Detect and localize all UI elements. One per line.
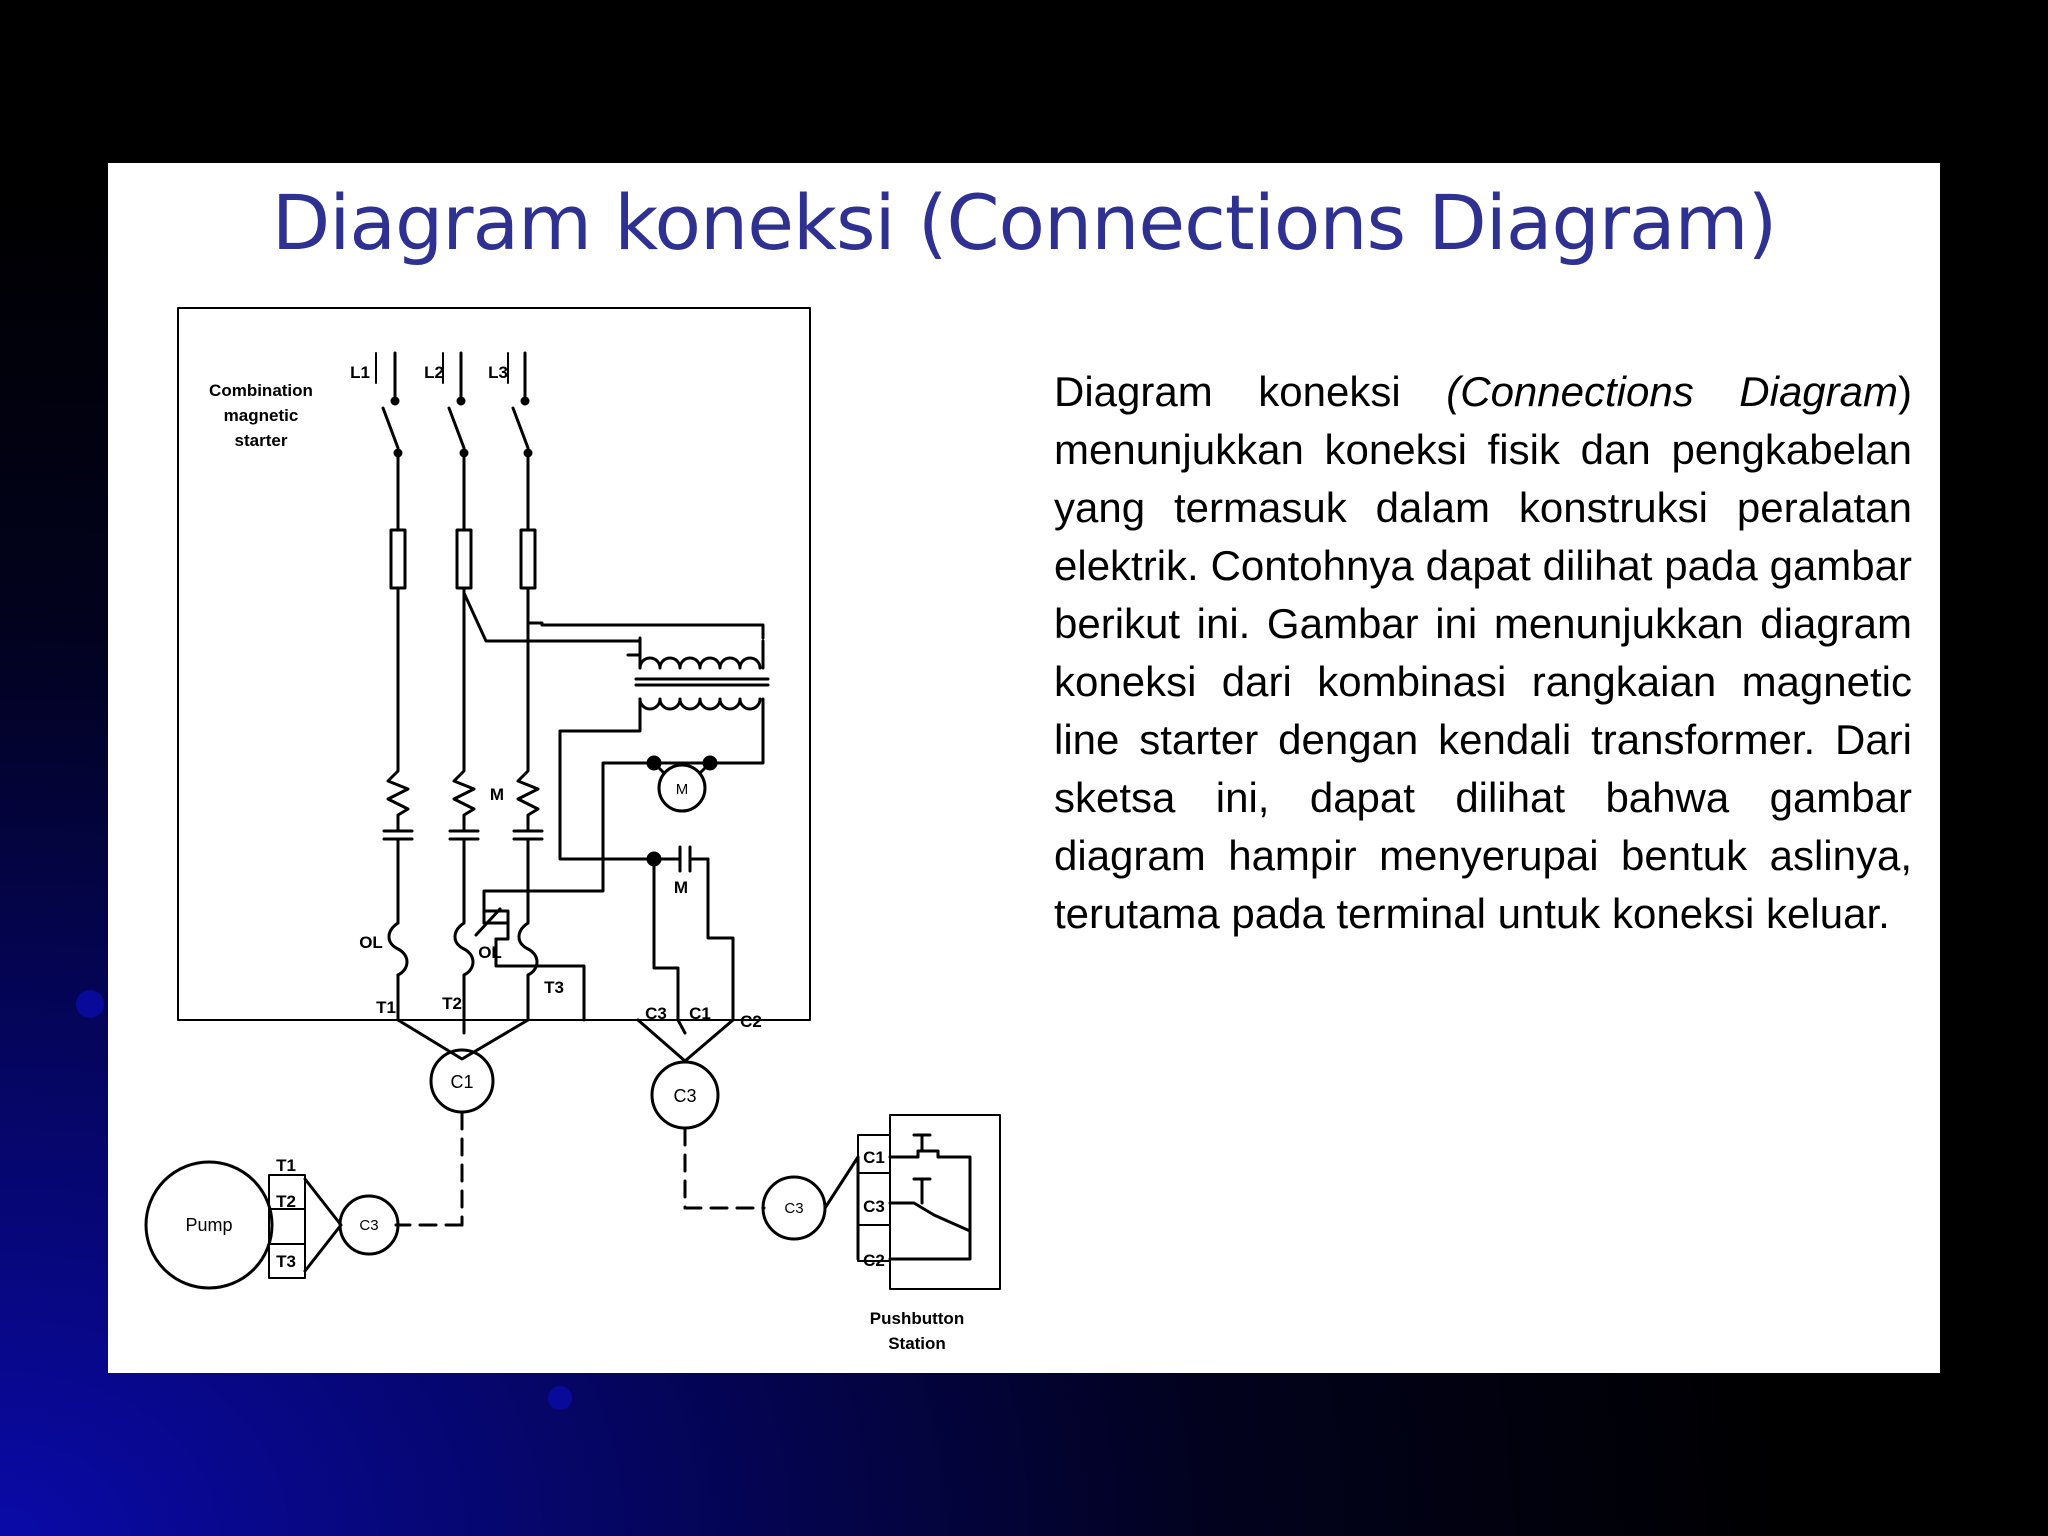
motor-coil-label: M (675, 781, 689, 798)
starter-label-line2: magnetic (223, 406, 299, 425)
description-paragraph (1054, 363, 1912, 943)
overload-elements (389, 909, 584, 1020)
slide-title: Diagram koneksi (Connections Diagram) (271, 178, 1777, 267)
terminal-label-t3: T3 (544, 978, 564, 997)
terminal-label-c2: C2 (740, 1012, 762, 1031)
paragraph-italic: (Connections Diagram (1446, 368, 1898, 415)
paragraph-part2: ) menunjukkan koneksi fisik dan pengkabelan yang termasuk dalam konstruksi peralatan elektrik. Contohnya dapat dilihat pada gambar berikut ini. Gambar ini menunjukkan diagram koneksi dari kombinasi rangkaian magnetic line starter dengan kendali transformer. Dari sketsa ini, dapat dilihat bahwa gambar diagram hampir menyerupai bentuk aslinya, terutama pada terminal untuk koneksi keluar. (1054, 368, 1912, 937)
background-dot (76, 990, 104, 1018)
pump-terminal-t1: T1 (276, 1156, 296, 1175)
line-label-l3: L3 (488, 363, 508, 382)
overload-label-right: OL (478, 943, 502, 962)
starter-label-line1: Combination (209, 381, 313, 400)
overload-label-left: OL (359, 933, 383, 952)
control-cable-c3 (638, 1020, 764, 1208)
terminal-label-c3: C3 (645, 1004, 667, 1023)
power-cable-c1 (396, 1020, 528, 1225)
control-transformer (560, 641, 768, 859)
paragraph-part1: Diagram koneksi (1054, 368, 1447, 415)
pump-terminal-t3: T3 (276, 1252, 296, 1271)
pb-terminal-c3: C3 (863, 1197, 885, 1216)
pump-cable-label: C3 (359, 1217, 379, 1234)
cable-c3-label: C3 (673, 1086, 697, 1106)
pb-cable-label: C3 (784, 1200, 804, 1217)
terminal-label-c1: C1 (689, 1004, 711, 1023)
slide (108, 163, 1940, 1373)
disconnect-switches (383, 398, 531, 530)
pump-label: Pump (185, 1215, 233, 1235)
aux-contact-label: M (673, 878, 689, 897)
pb-label-line1: Pushbutton (869, 1309, 965, 1328)
line-label-l1: L1 (350, 363, 370, 382)
connections-diagram (108, 163, 1158, 1373)
starter-label-line3: starter (234, 431, 288, 450)
contactor-label: M (489, 785, 505, 804)
line-label-l2: L2 (424, 363, 444, 382)
pb-terminal-c2: C2 (863, 1251, 885, 1270)
background-dot (548, 1386, 572, 1410)
fuses (391, 530, 535, 588)
auxiliary-contact (648, 847, 733, 1020)
pump-terminal-t2: T2 (276, 1192, 296, 1211)
terminal-label-t2: T2 (442, 994, 462, 1013)
main-contacts (384, 818, 542, 923)
overload-heaters-top (388, 763, 538, 818)
pb-terminal-c1: C1 (863, 1148, 885, 1167)
cable-c1-label: C1 (450, 1072, 474, 1092)
pb-label-line2: Station (888, 1334, 946, 1353)
terminal-label-t1: T1 (376, 998, 396, 1017)
